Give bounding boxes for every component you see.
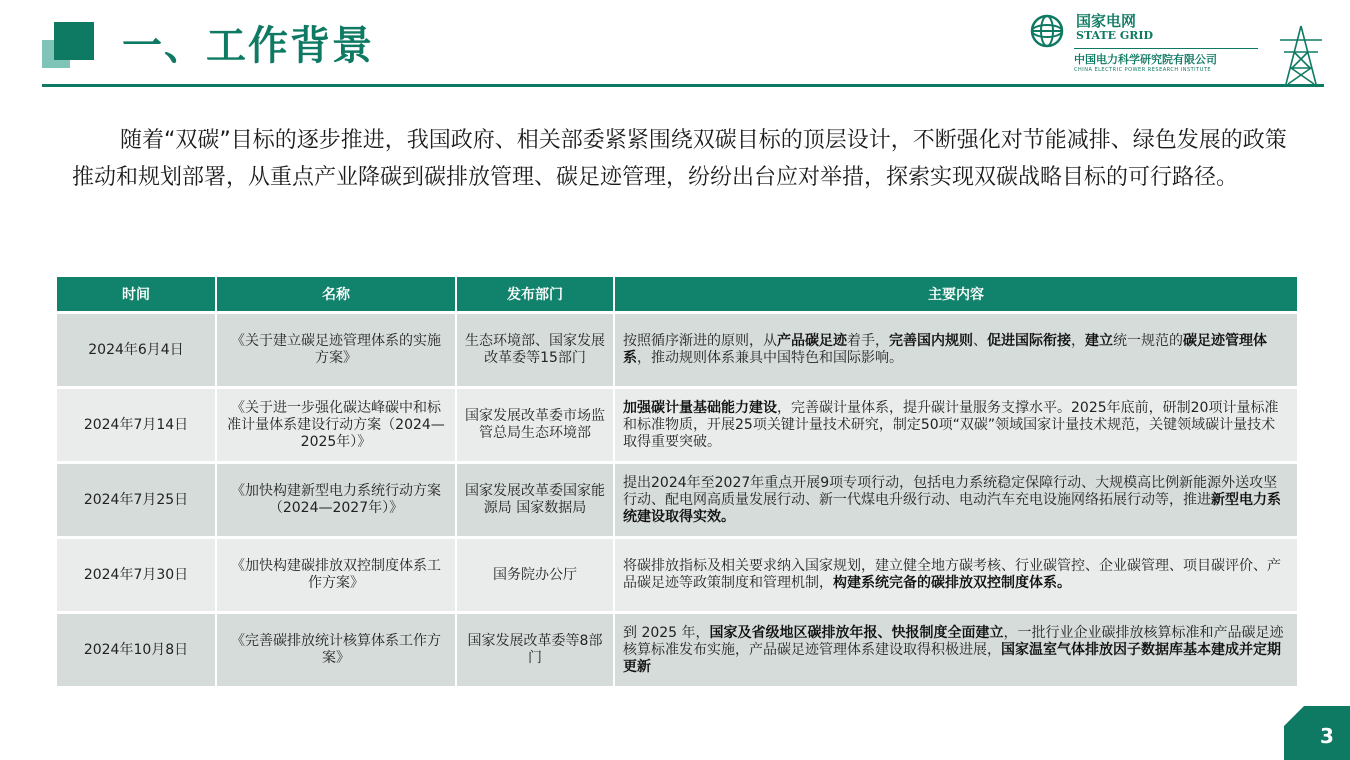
cell-name: 《关于建立碳足迹管理体系的实施方案》: [217, 311, 457, 386]
cell-name: 《加快构建新型电力系统行动方案（2024—2027年）》: [217, 461, 457, 536]
cell-date: 2024年6月4日: [57, 311, 217, 386]
table-row: [57, 311, 1297, 386]
cell-content: [615, 311, 1297, 386]
decor-square-dark: [54, 22, 94, 60]
page-badge-notch: [1284, 706, 1304, 726]
logo-text-cn: 国家电网: [1076, 12, 1137, 30]
cell-dept: 国家发展改革委市场监管总局生态环境部: [457, 386, 615, 461]
table-row: [57, 611, 1297, 686]
cell-content: [615, 536, 1297, 611]
content-emphasis: 构建系统完备的碳排放双控制度体系。: [833, 575, 1071, 591]
content-text: 统一规范的: [1113, 333, 1183, 349]
cell-date: 2024年7月14日: [57, 386, 217, 461]
content-text: 着手，: [847, 333, 889, 349]
table-body: [57, 311, 1297, 686]
cell-name: 《关于进一步强化碳达峰碳中和标准计量体系建设行动方案（2024—2025年）》: [217, 386, 457, 461]
cell-dept: 国务院办公厅: [457, 536, 615, 611]
content-emphasis: 国家温室气体排放因子数据库基本建成并定期更新: [623, 641, 1281, 675]
globe-icon: [1030, 14, 1064, 48]
policy-table: [57, 277, 1297, 686]
content-text: 按照循序渐进的原则，从: [623, 333, 777, 349]
content-text: ，推动规则体系兼具中国特色和国际影响。: [637, 350, 903, 366]
cell-date: 2024年7月25日: [57, 461, 217, 536]
institute-name-en: CHINA ELECTRIC POWER RESEARCH INSTITUTE: [1074, 67, 1212, 73]
content-text: 提出2024年至2027年重点开展9项专项行动，包括电力系统稳定保障行动、大规模高比例新能源外送攻坚行动、配电网高质量发展行动、新一代煤电升级行动、电动汽车充电设施网络拓展行动等，推进: [623, 474, 1278, 508]
cell-dept: 国家发展改革委国家能源局 国家数据局: [457, 461, 615, 536]
col-header-date: 时间: [57, 277, 217, 311]
cell-dept: 国家发展改革委等8部门: [457, 611, 615, 686]
content-emphasis: 碳足迹管理体系: [623, 333, 1267, 366]
logo-text-en: STATE GRID: [1076, 29, 1154, 42]
header-divider: [42, 84, 1324, 87]
cell-name: 《加快构建碳排放双控制度体系工作方案》: [217, 536, 457, 611]
col-header-content: 主要内容: [615, 277, 1297, 311]
content-emphasis: 加强碳计量基础能力建设: [623, 399, 777, 416]
content-text: ，: [1071, 333, 1085, 349]
content-emphasis: 产品碳足迹: [777, 333, 847, 349]
content-emphasis: 促进国际衔接: [987, 333, 1071, 349]
content-emphasis: 建立: [1085, 333, 1113, 349]
power-tower-icon: [1276, 24, 1326, 86]
cell-content: [615, 461, 1297, 536]
content-text: 将碳排放指标及相关要求纳入国家规划，建立健全地方碳考核、行业碳管控、企业碳管理、项目碳评价、产品碳足迹等政策制度和管理机制，: [623, 558, 1281, 591]
col-header-name: 名称: [217, 277, 457, 311]
logo-divider: [1074, 48, 1258, 49]
state-grid-logo: [1030, 12, 1260, 76]
content-emphasis: 国家及省级地区碳排放年报、快报制度全面建立: [709, 624, 1004, 641]
table-row: [57, 386, 1297, 461]
cell-date: 2024年7月30日: [57, 536, 217, 611]
cell-date: 2024年10月8日: [57, 611, 217, 686]
intro-paragraph: 随着“双碳”目标的逐步推进，我国政府、相关部委紧紧围绕双碳目标的顶层设计，不断强化对节能减排、绿色发展的政策推动和规划部署，从重点产业降碳到碳排放管理、碳足迹管理，纷纷出台应对举措，探索实现双碳战略目标的可行路径。: [72, 128, 1287, 190]
content-text: ，一批行业企业碳排放核算标准和产品碳足迹核算标准发布实施，产品碳足迹管理体系建设取得积极进展，: [623, 624, 1284, 658]
col-header-dept: 发布部门: [457, 277, 615, 311]
cell-content: [615, 386, 1297, 461]
content-text: 、: [973, 333, 987, 349]
content-text: 到 2025 年，: [623, 624, 710, 641]
cell-name: 《完善碳排放统计核算体系工作方案》: [217, 611, 457, 686]
cell-content: [615, 611, 1297, 686]
content-text: ，完善碳计量体系，提升碳计量服务支撑水平。2025年底前，研制20项计量标准和标准物质，开展25项关键计量技术研究，制定50项“双碳”领域国家计量技术规范，关键领域碳计量技术取得重要突破。: [623, 399, 1279, 450]
table-header-row: [57, 277, 1297, 311]
page-title: 一、工作背景: [122, 23, 374, 69]
content-emphasis: 新型电力系统建设取得实效。: [623, 491, 1281, 525]
table-row: [57, 536, 1297, 611]
content-emphasis: 完善国内规则: [889, 333, 973, 349]
table-row: [57, 461, 1297, 536]
institute-name: 中国电力科学研究院有限公司: [1074, 53, 1217, 66]
page-number: 3: [1320, 724, 1334, 748]
cell-dept: 生态环境部、国家发展改革委等15部门: [457, 311, 615, 386]
